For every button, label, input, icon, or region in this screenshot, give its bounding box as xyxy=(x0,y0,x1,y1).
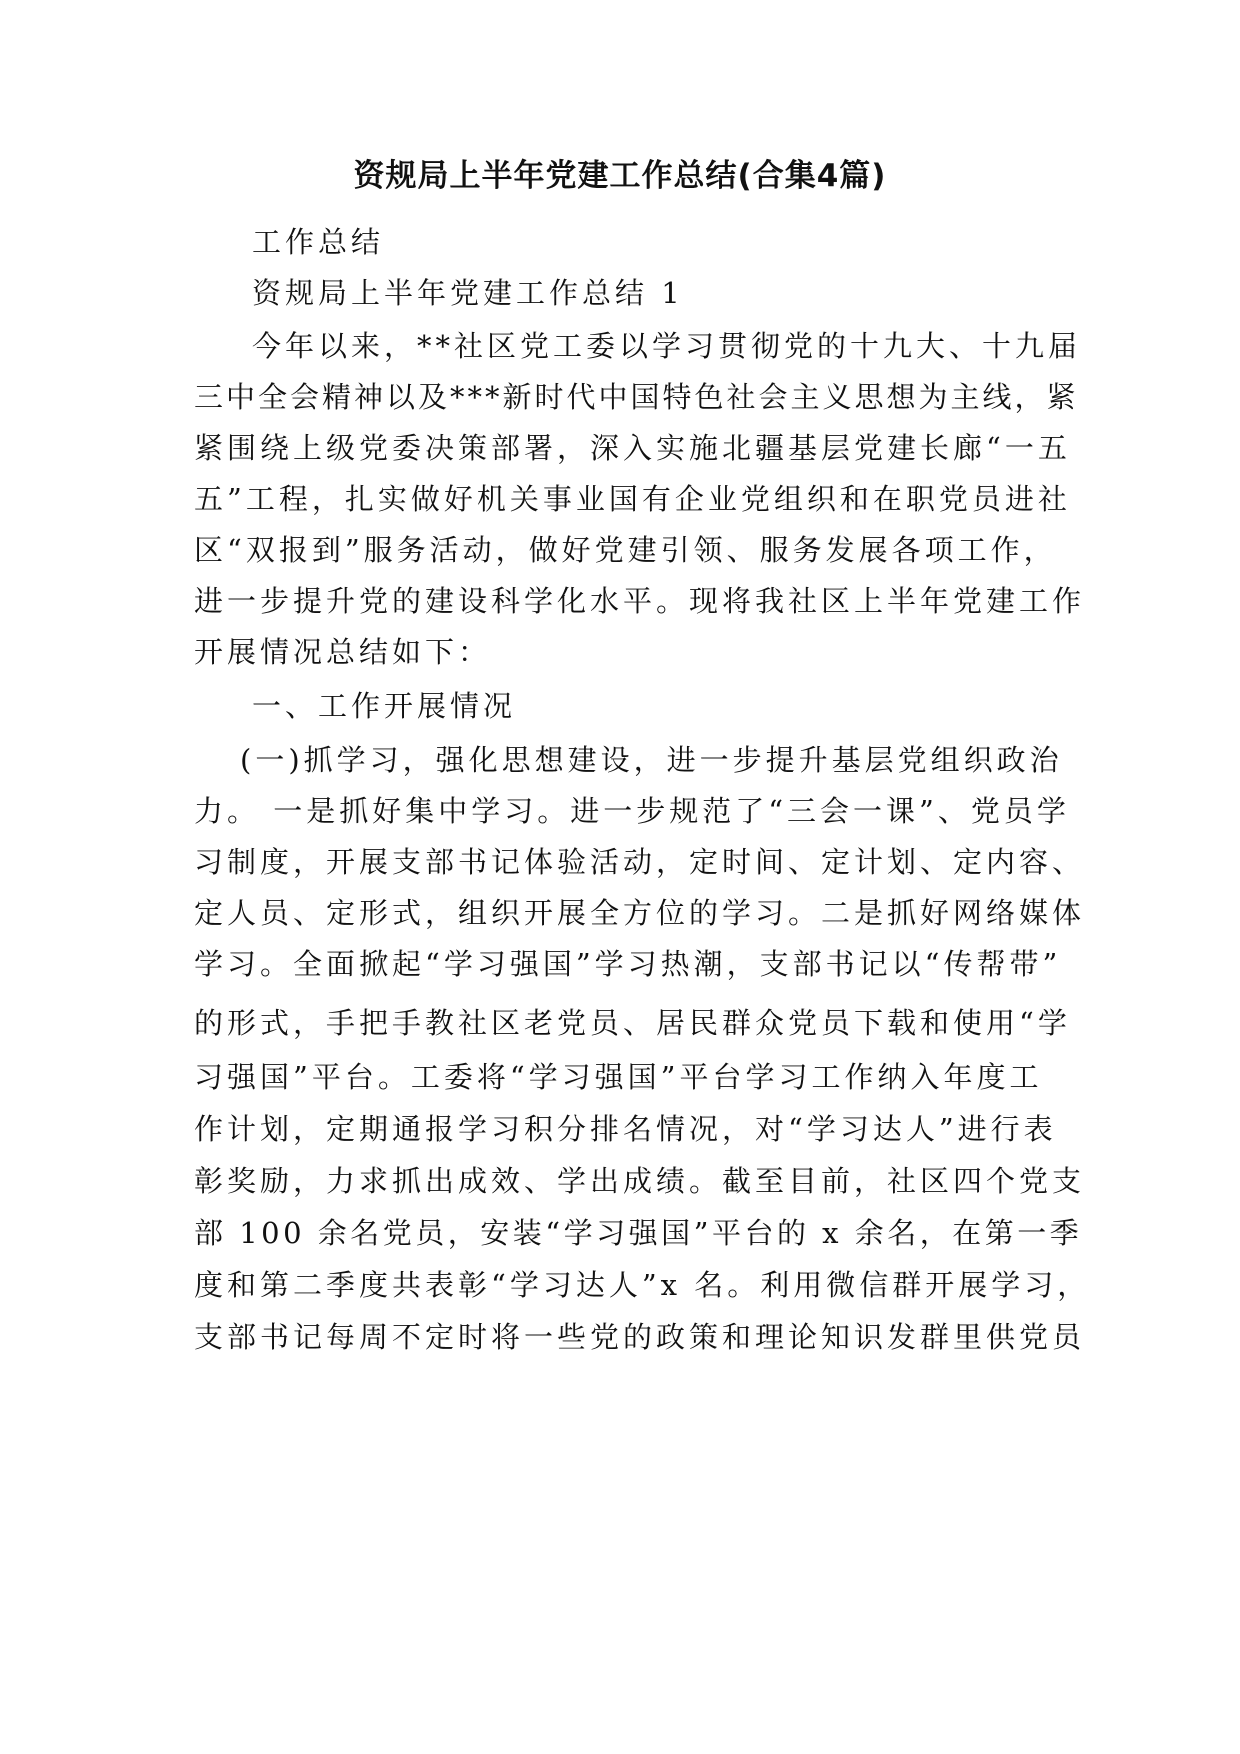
body-line: 开展情况总结如下： xyxy=(194,635,492,669)
body-line: 彰奖励，力求抓出成效、学出成绩。截至目前，社区四个党支 xyxy=(194,1164,1086,1198)
body-line: 三中全会精神以及***新时代中国特色社会主义思想为主线，紧 xyxy=(194,380,1079,414)
document-title: 资规局上半年党建工作总结(合集4篇) xyxy=(353,158,887,194)
body-line: 学习。全面掀起“学习强国”学习热潮，支部书记以“传帮带” xyxy=(194,947,1062,981)
body-line: 进一步提升党的建设科学化水平。现将我社区上半年党建工作 xyxy=(194,584,1086,618)
body-line: 区“双报到”服务活动，做好党建引领、服务发展各项工作， xyxy=(194,533,1057,567)
body-line: (一)抓学习，强化思想建设，进一步提升基层党组织政治 xyxy=(240,743,1063,777)
body-line: 习强国”平台。工委将“学习强国”平台学习工作纳入年度工 xyxy=(194,1060,1043,1094)
section-heading: 一、工作开展情况 xyxy=(252,689,517,723)
body-line: 紧围绕上级党委决策部署，深入实施北疆基层党建长廊“一五 xyxy=(194,431,1071,465)
body-line: 度和第二季度共表彰“学习达人”x 名。利用微信群开展学习， xyxy=(194,1268,1091,1302)
body-line: 的形式，手把手教社区老党员、居民群众党员下载和使用“学 xyxy=(194,1006,1071,1040)
document-category: 工作总结 xyxy=(252,225,385,259)
body-line: 作计划，定期通报学习积分排名情况，对“学习达人”进行表 xyxy=(194,1112,1057,1146)
body-line: 今年以来，**社区党工委以学习贯彻党的十九大、十九届 xyxy=(252,329,1082,363)
body-line: 部 100 余名党员，安装“学习强国”平台的 x 余名，在第一季 xyxy=(194,1216,1083,1250)
document-subtitle: 资规局上半年党建工作总结 1 xyxy=(252,276,684,310)
body-line: 力。 一是抓好集中学习。进一步规范了“三会一课”、党员学 xyxy=(194,794,1070,828)
body-line: 习制度，开展支部书记体验活动，定时间、定计划、定内容、 xyxy=(194,845,1086,879)
body-line: 定人员、定形式，组织开展全方位的学习。二是抓好网络媒体 xyxy=(194,896,1086,930)
body-line: 五”工程，扎实做好机关事业国有企业党组织和在职党员进社 xyxy=(194,482,1071,516)
body-line: 支部书记每周不定时将一些党的政策和理论知识发群里供党员 xyxy=(194,1320,1086,1354)
